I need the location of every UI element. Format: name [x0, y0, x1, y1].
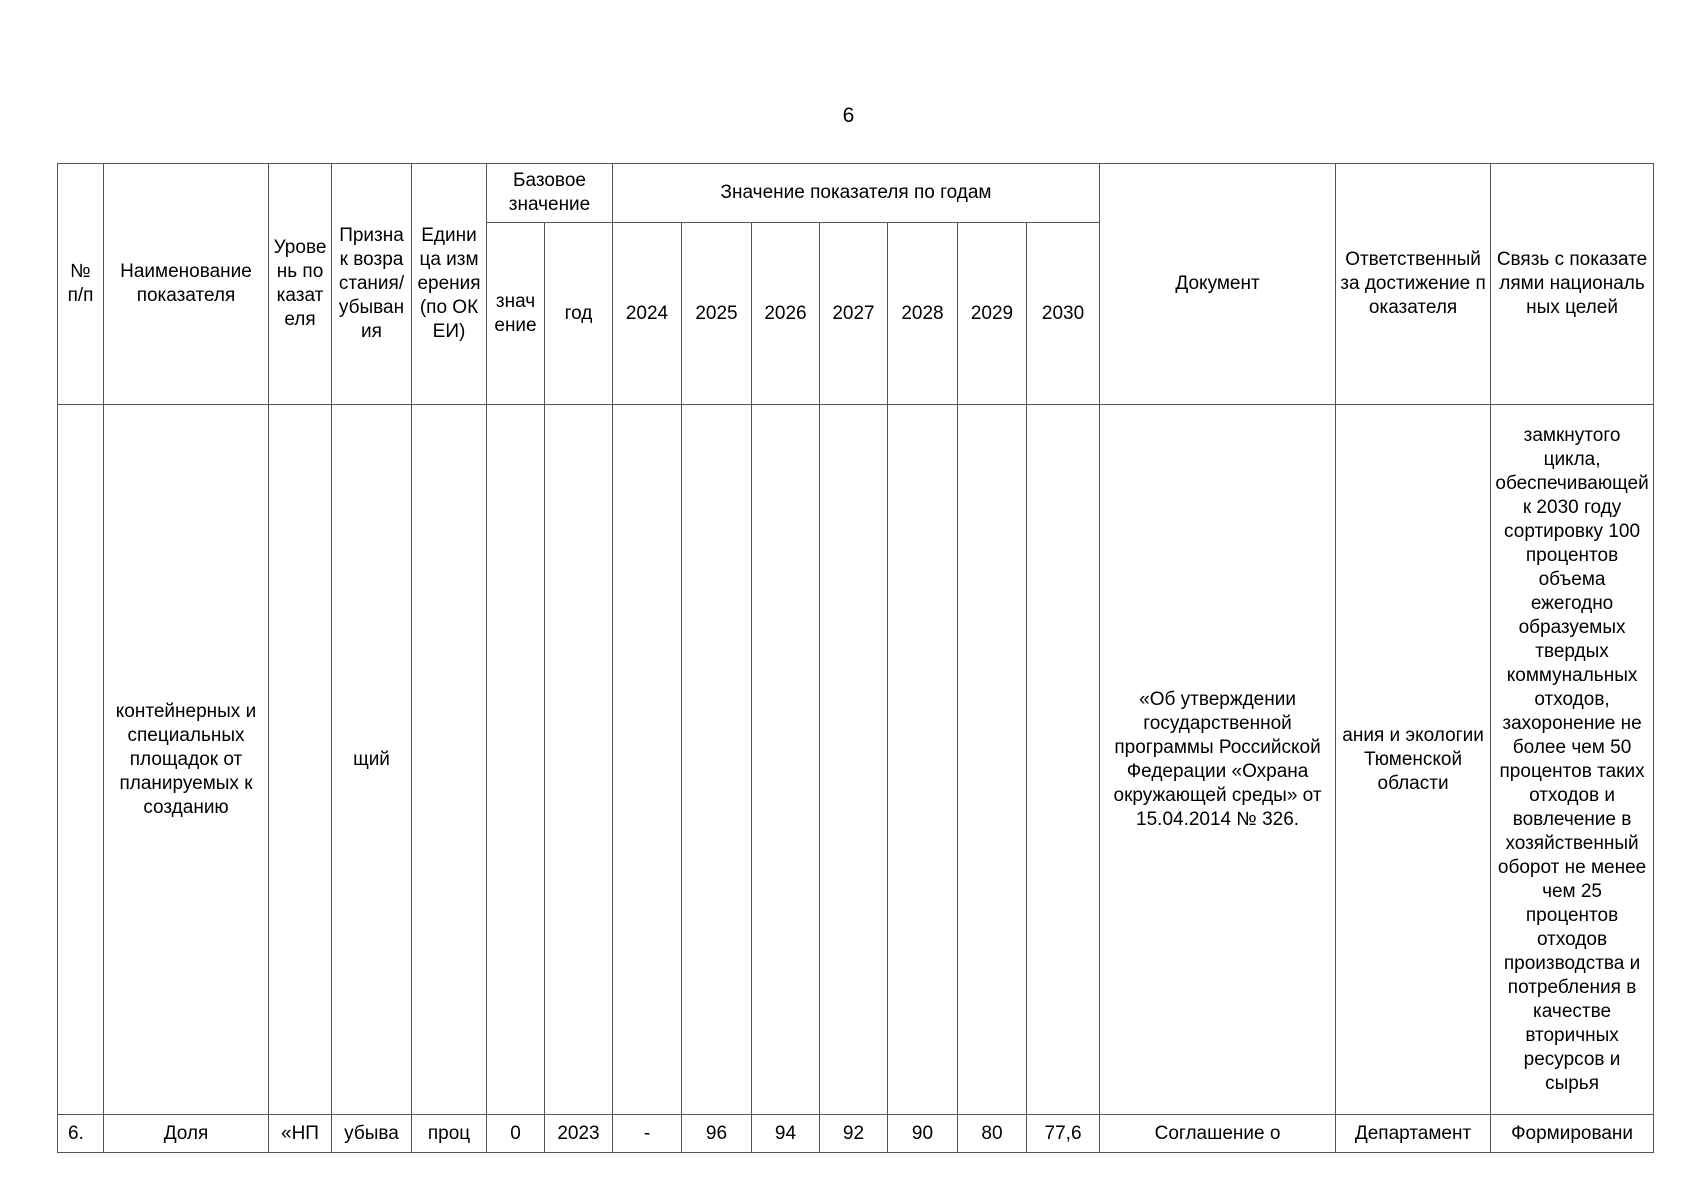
- header-document: Документ: [1100, 164, 1336, 405]
- cont-name: контейнерных и специальных площадок от планируемых к созданию: [104, 405, 269, 1115]
- row6-year-2029: 80: [958, 1115, 1027, 1153]
- cont-num: [58, 405, 104, 1115]
- row6-year-2030: 77,6: [1027, 1115, 1100, 1153]
- row6-base-year: 2023: [545, 1115, 613, 1153]
- header-name: Наименование показателя: [104, 164, 269, 405]
- cont-level: [269, 405, 332, 1115]
- cont-sign: щий: [332, 405, 412, 1115]
- cont-year-2028: [888, 405, 958, 1115]
- header-level: Уровень показателя: [269, 164, 332, 405]
- header-year-2028: 2028: [888, 223, 958, 405]
- header-year-2024: 2024: [613, 223, 682, 405]
- header-year-2029: 2029: [958, 223, 1027, 405]
- row6-base-value: 0: [487, 1115, 545, 1153]
- header-unit: Единица измерения (по ОКЕИ): [412, 164, 487, 405]
- cont-year-2027: [820, 405, 888, 1115]
- header-year-2030: 2030: [1027, 223, 1100, 405]
- table-row-continued: [58, 405, 1654, 1115]
- header-row-top: [58, 164, 1654, 223]
- cont-year-2024: [613, 405, 682, 1115]
- cont-year-2025: [682, 405, 752, 1115]
- row6-num: 6.: [58, 1115, 104, 1153]
- row6-level: «НП: [269, 1115, 332, 1153]
- row6-year-2028: 90: [888, 1115, 958, 1153]
- header-year-2026: 2026: [752, 223, 820, 405]
- row6-year-2026: 94: [752, 1115, 820, 1153]
- cont-responsible: ания и экологии Тюменской области: [1336, 405, 1491, 1115]
- cont-year-2029: [958, 405, 1027, 1115]
- cont-year-2030: [1027, 405, 1100, 1115]
- row6-year-2024: -: [613, 1115, 682, 1153]
- header-sign: Признак возрастания/ убывания: [332, 164, 412, 405]
- header-base-year: год: [545, 223, 613, 405]
- row6-responsible: Департамент: [1336, 1115, 1491, 1153]
- header-year-2025: 2025: [682, 223, 752, 405]
- row6-document: Соглашение о: [1100, 1115, 1336, 1153]
- header-base-value: значение: [487, 223, 545, 405]
- row6-year-2027: 92: [820, 1115, 888, 1153]
- header-num: № п/п: [58, 164, 104, 405]
- cont-year-2026: [752, 405, 820, 1115]
- cont-base-year: [545, 405, 613, 1115]
- header-responsible: Ответственный за достижение показателя: [1336, 164, 1491, 405]
- cont-base-value: [487, 405, 545, 1115]
- row6-name: Доля: [104, 1115, 269, 1153]
- cont-document: «Об утверждении государственной программы Российской Федерации «Охрана окружающей среды» от 15.04.2014 № 326.: [1100, 405, 1336, 1115]
- table-row-6: [58, 1115, 1654, 1153]
- row6-link: Формировани: [1491, 1115, 1654, 1153]
- cont-link: замкнутого цикла, обеспечивающей к 2030 году сортировку 100 процентов объема ежегодно образуемых твердых коммунальных отходов, захоронение не более чем 50 процентов таких отходов и вовлечение в хозяйственный оборот не менее чем 25 процентов отходов производства и потребления в качестве вторичных ресурсов и сырья: [1491, 405, 1654, 1115]
- cont-unit: [412, 405, 487, 1115]
- row6-unit: проц: [412, 1115, 487, 1153]
- page-number: 6: [842, 104, 855, 127]
- row6-sign: убыва: [332, 1115, 412, 1153]
- indicators-table: [57, 163, 1654, 1153]
- header-year-2027: 2027: [820, 223, 888, 405]
- header-link: Связь с показателями национальных целей: [1491, 164, 1654, 405]
- row6-year-2025: 96: [682, 1115, 752, 1153]
- header-base-group: Базовое значение: [487, 164, 613, 223]
- header-years-group: Значение показателя по годам: [613, 164, 1100, 223]
